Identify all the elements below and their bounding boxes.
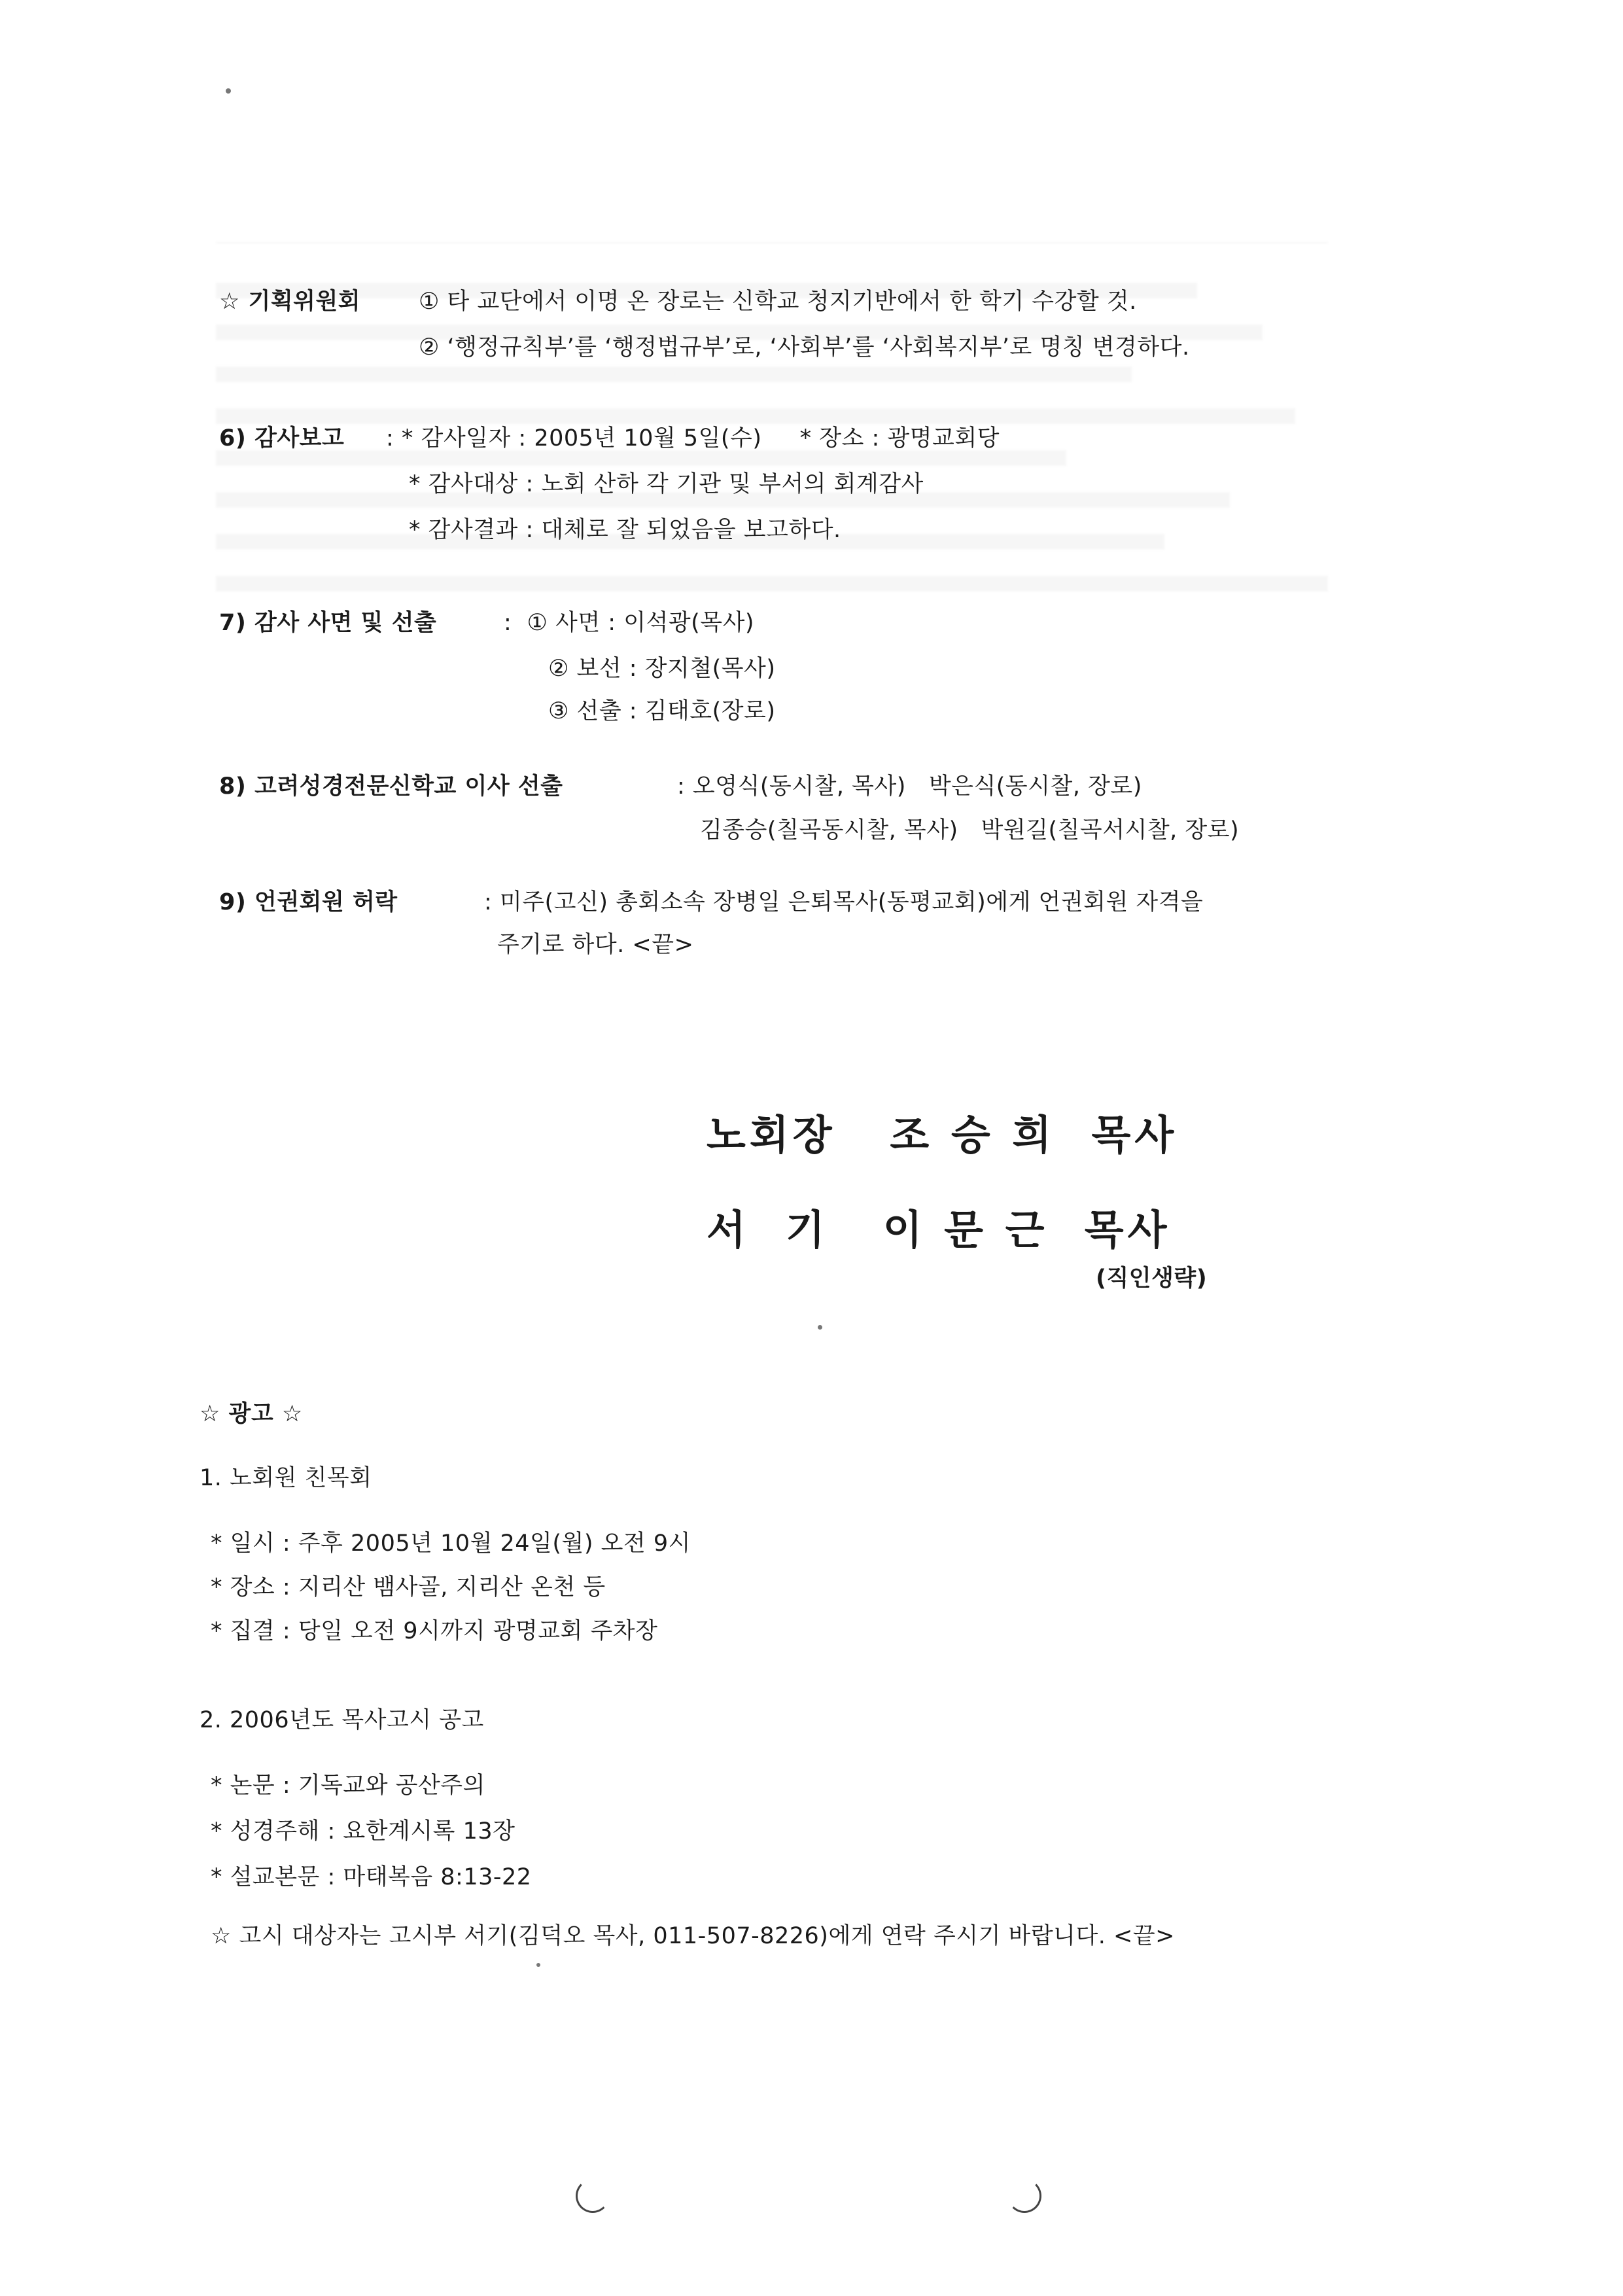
seal-omitted-note: (직인생략) xyxy=(1096,1265,1208,1292)
announcements-heading: ☆ 광고 ☆ xyxy=(200,1401,303,1427)
exam-title: 2. 2006년도 목사고시 공고 xyxy=(200,1707,484,1733)
honorary-member-line-2: 주기로 하다. <끝> xyxy=(497,932,694,958)
scan-speck xyxy=(226,88,231,94)
exam-contact-note: ☆ 고시 대상자는 고시부 서기(김덕오 목사, 011-507-8226)에게 연락 주시기 바랍니다. <끝> xyxy=(211,1923,1175,1949)
moderator-signature: 노회장 조 승 희 목사 xyxy=(707,1111,1178,1159)
auditor-fill: ② 보선 : 장지철(목사) xyxy=(548,656,776,682)
clerk-signature: 서 기 이 문 근 목사 xyxy=(707,1206,1171,1254)
audit-result: * 감사결과 : 대체로 잘 되었음을 보고하다. xyxy=(409,517,841,543)
seminary-board-line-1: : 오영식(동시찰, 목사) 박은식(동시찰, 장로) xyxy=(677,773,1142,800)
honorary-member-line-1: : 미주(고신) 총회소속 장병일 은퇴목사(동평교회)에게 언권회원 자격을 xyxy=(484,889,1204,915)
exam-exegesis: * 성경주해 : 요한계시록 13장 xyxy=(211,1818,515,1845)
staple-mark xyxy=(576,2179,610,2213)
planning-item-1: ① 타 교단에서 이명 온 장로는 신학교 청지기반에서 한 학기 수강할 것. xyxy=(419,289,1137,315)
staple-mark xyxy=(1007,2179,1041,2213)
audit-report-label: 6) 감사보고 xyxy=(219,425,345,451)
planning-committee-label: ☆ 기획위원회 xyxy=(219,289,361,315)
fellowship-place: * 장소 : 지리산 뱀사골, 지리산 온천 등 xyxy=(211,1574,606,1600)
auditor-change-label: 7) 감사 사면 및 선출 xyxy=(219,610,437,636)
exam-thesis: * 논문 : 기독교와 공산주의 xyxy=(211,1773,485,1799)
fellowship-gather: * 집결 : 당일 오전 9시까지 광명교회 주차장 xyxy=(211,1618,658,1644)
fellowship-date: * 일시 : 주후 2005년 10월 24일(월) 오전 9시 xyxy=(211,1530,691,1557)
seminary-board-label: 8) 고려성경전문신학교 이사 선출 xyxy=(219,773,563,800)
fellowship-title: 1. 노회원 친목회 xyxy=(200,1465,372,1491)
audit-date-place: : * 감사일자 : 2005년 10월 5일(수) * 장소 : 광명교회당 xyxy=(386,425,1000,451)
honorary-member-label: 9) 언권회원 허락 xyxy=(219,889,398,915)
seminary-board-line-2: 김종승(칠곡동시찰, 목사) 박원길(칠곡서시찰, 장로) xyxy=(700,817,1240,843)
scan-speck xyxy=(818,1325,822,1330)
auditor-elect: ③ 선출 : 김태호(장로) xyxy=(548,698,776,724)
exam-sermon-text: * 설교본문 : 마태복음 8:13-22 xyxy=(211,1864,532,1890)
auditor-resign: : ① 사면 : 이석광(목사) xyxy=(504,610,755,636)
audit-target: * 감사대상 : 노회 산하 각 기관 및 부서의 회계감사 xyxy=(409,471,924,497)
planning-item-2: ② ‘행정규칙부’를 ‘행정법규부’로, ‘사회부’를 ‘사회복지부’로 명칭 변경하다. xyxy=(419,334,1190,361)
scan-speck xyxy=(536,1963,540,1967)
